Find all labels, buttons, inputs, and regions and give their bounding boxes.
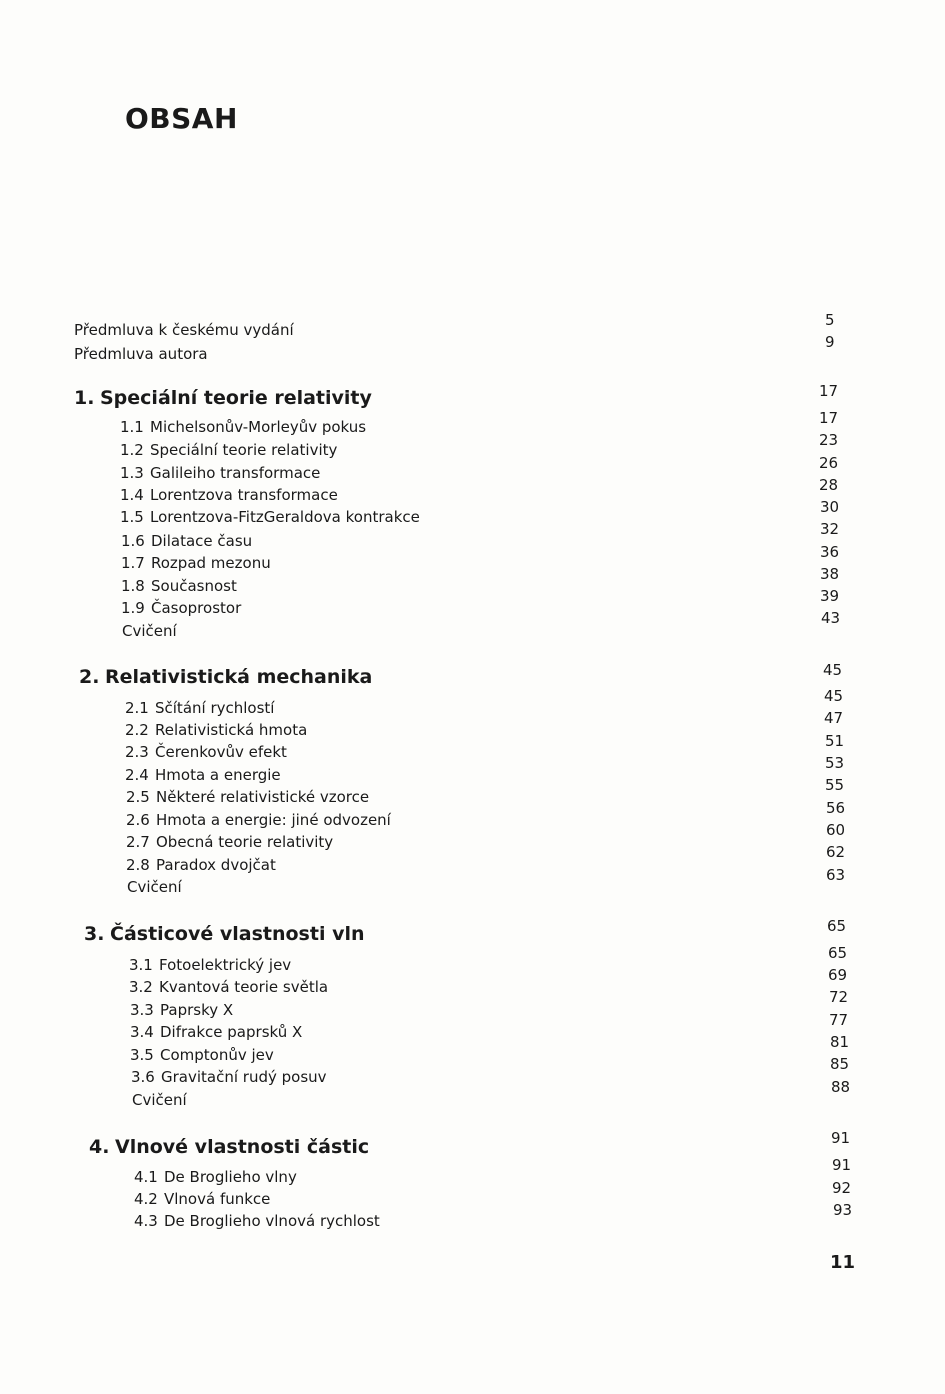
- section-label: Lorentzova transformace: [150, 486, 338, 504]
- page-number: 30: [820, 498, 840, 516]
- section-entry: [125, 745, 287, 760]
- chapter-title: Speciální teorie relativity: [100, 387, 372, 409]
- section-label: Dilatace času: [151, 532, 253, 550]
- page-number: 88: [831, 1078, 851, 1096]
- section-label: Cvičení: [132, 1091, 187, 1109]
- section-label: Difrakce paprsků X: [160, 1023, 303, 1041]
- section-number: 1.5: [120, 508, 144, 526]
- section-entry: [120, 443, 337, 458]
- page-number: 28: [819, 476, 839, 494]
- section-label: Comptonův jev: [160, 1046, 274, 1064]
- entry-label: Předmluva autora: [74, 345, 208, 363]
- section-label: De Broglieho vlnová rychlost: [164, 1212, 380, 1230]
- section-number: 1.2: [120, 441, 144, 459]
- section-label: Rozpad mezonu: [151, 554, 271, 572]
- folio-page-number: 11: [830, 1252, 856, 1273]
- exercises-entry: [132, 1093, 187, 1108]
- section-number: 2.3: [125, 743, 149, 761]
- section-number: 3.6: [131, 1068, 155, 1086]
- section-label: Speciální teorie relativity: [150, 441, 338, 459]
- page-number: 92: [832, 1179, 852, 1197]
- page-number: 45: [824, 687, 844, 705]
- section-entry: [121, 601, 241, 616]
- section-label: Obecná teorie relativity: [156, 833, 334, 851]
- section-number: 1.3: [120, 464, 144, 482]
- page-number: 5: [825, 311, 835, 329]
- page-number: 26: [819, 454, 839, 472]
- chapter-title: Relativistická mechanika: [105, 666, 373, 688]
- page-number: 91: [832, 1156, 852, 1174]
- section-entry: [120, 466, 320, 481]
- section-label: Gravitační rudý posuv: [161, 1068, 327, 1086]
- section-number: 4.1: [134, 1168, 158, 1186]
- section-number: 2.5: [126, 788, 150, 806]
- section-label: Kvantová teorie světla: [159, 978, 329, 996]
- section-label: Čerenkovův efekt: [155, 743, 287, 761]
- section-entry: [120, 510, 420, 525]
- section-number: 2.6: [126, 811, 150, 829]
- section-label: De Broglieho vlny: [164, 1168, 297, 1186]
- page-number: 56: [826, 799, 846, 817]
- section-entry: [134, 1214, 380, 1229]
- section-number: 1.8: [121, 577, 145, 595]
- section-label: Fotoelektrický jev: [159, 956, 292, 974]
- section-label: Relativistická hmota: [155, 721, 308, 739]
- section-entry: [130, 1025, 302, 1040]
- section-label: Hmota a energie: [155, 766, 281, 784]
- section-entry: [126, 813, 391, 828]
- section-number: 4.2: [134, 1190, 158, 1208]
- section-number: 3.1: [129, 956, 153, 974]
- section-label: Hmota a energie: jiné odvození: [156, 811, 391, 829]
- chapter-number: 1.: [74, 387, 95, 409]
- page-number: 63: [826, 866, 846, 884]
- chapter-number: 2.: [79, 666, 100, 688]
- page-number: 93: [833, 1201, 853, 1219]
- exercises-entry: [127, 880, 182, 895]
- chapter-title: Vlnové vlastnosti částic: [115, 1136, 370, 1158]
- page-number: 65: [827, 917, 847, 935]
- page-number: 45: [823, 661, 843, 679]
- section-number: 2.7: [126, 833, 150, 851]
- section-number: 2.4: [125, 766, 149, 784]
- entry-label: Předmluva k českému vydání: [74, 321, 294, 339]
- section-number: 1.4: [120, 486, 144, 504]
- section-label: Cvičení: [122, 622, 177, 640]
- section-label: Galileiho transformace: [150, 464, 321, 482]
- page-number: 32: [820, 520, 840, 538]
- page-number: 38: [820, 565, 840, 583]
- section-entry: [126, 835, 333, 850]
- section-number: 3.2: [129, 978, 153, 996]
- section-entry: [121, 556, 271, 571]
- section-number: 3.4: [130, 1023, 154, 1041]
- front-entry: [74, 347, 208, 362]
- section-label: Časoprostor: [151, 599, 242, 617]
- section-entry: [134, 1170, 297, 1185]
- page-number: 39: [820, 587, 840, 605]
- section-number: 3.5: [130, 1046, 154, 1064]
- page-number: 51: [825, 732, 845, 750]
- section-entry: [134, 1192, 270, 1207]
- section-number: 2.1: [125, 699, 149, 717]
- section-entry: [121, 579, 237, 594]
- page-title: OBSAH: [125, 102, 238, 135]
- section-label: Paradox dvojčat: [156, 856, 276, 874]
- section-label: Některé relativistické vzorce: [156, 788, 370, 806]
- page-number: 36: [820, 543, 840, 561]
- page-number: 23: [819, 431, 839, 449]
- section-entry: [120, 488, 338, 503]
- section-label: Lorentzova-FitzGeraldova kontrakce: [150, 508, 420, 526]
- exercises-entry: [122, 624, 177, 639]
- page-number: 91: [831, 1129, 851, 1147]
- page-number: 53: [825, 754, 845, 772]
- section-number: 1.1: [120, 418, 144, 436]
- front-entry: [74, 323, 294, 338]
- section-number: 1.9: [121, 599, 145, 617]
- section-number: 2.8: [126, 856, 150, 874]
- chapter-heading: [79, 668, 372, 687]
- section-number: 1.7: [121, 554, 145, 572]
- section-number: 1.6: [121, 532, 145, 550]
- section-entry: [125, 723, 307, 738]
- section-entry: [130, 1003, 233, 1018]
- page-number: 62: [826, 843, 846, 861]
- section-label: Sčítání rychlostí: [155, 699, 275, 717]
- section-entry: [125, 701, 274, 716]
- page-number: 17: [819, 382, 839, 400]
- section-number: 4.3: [134, 1212, 158, 1230]
- section-label: Cvičení: [127, 878, 182, 896]
- page-number: 9: [825, 333, 835, 351]
- section-label: Paprsky X: [160, 1001, 234, 1019]
- page-number: 65: [828, 944, 848, 962]
- chapter-number: 3.: [84, 923, 105, 945]
- page-number: 72: [829, 988, 849, 1006]
- section-entry: [125, 768, 281, 783]
- page-number: 77: [829, 1011, 849, 1029]
- section-entry: [126, 790, 369, 805]
- page-number: 43: [821, 609, 841, 627]
- section-label: Vlnová funkce: [164, 1190, 271, 1208]
- page-number: 17: [819, 409, 839, 427]
- section-entry: [121, 534, 252, 549]
- section-entry: [129, 980, 328, 995]
- page-number: 85: [830, 1055, 850, 1073]
- chapter-number: 4.: [89, 1136, 110, 1158]
- page-number: 69: [828, 966, 848, 984]
- page-number: 47: [824, 709, 844, 727]
- section-entry: [130, 1048, 274, 1063]
- section-number: 3.3: [130, 1001, 154, 1019]
- section-entry: [129, 958, 291, 973]
- page-number: 55: [825, 776, 845, 794]
- section-entry: [120, 420, 366, 435]
- page-number: 81: [830, 1033, 850, 1051]
- section-label: Michelsonův-Morleyův pokus: [150, 418, 367, 436]
- chapter-heading: [74, 389, 372, 408]
- section-label: Současnost: [151, 577, 237, 595]
- chapter-heading: [84, 925, 365, 944]
- section-entry: [131, 1070, 327, 1085]
- chapter-title: Částicové vlastnosti vln: [110, 923, 365, 945]
- page-number: 60: [826, 821, 846, 839]
- section-entry: [126, 858, 276, 873]
- chapter-heading: [89, 1138, 369, 1157]
- section-number: 2.2: [125, 721, 149, 739]
